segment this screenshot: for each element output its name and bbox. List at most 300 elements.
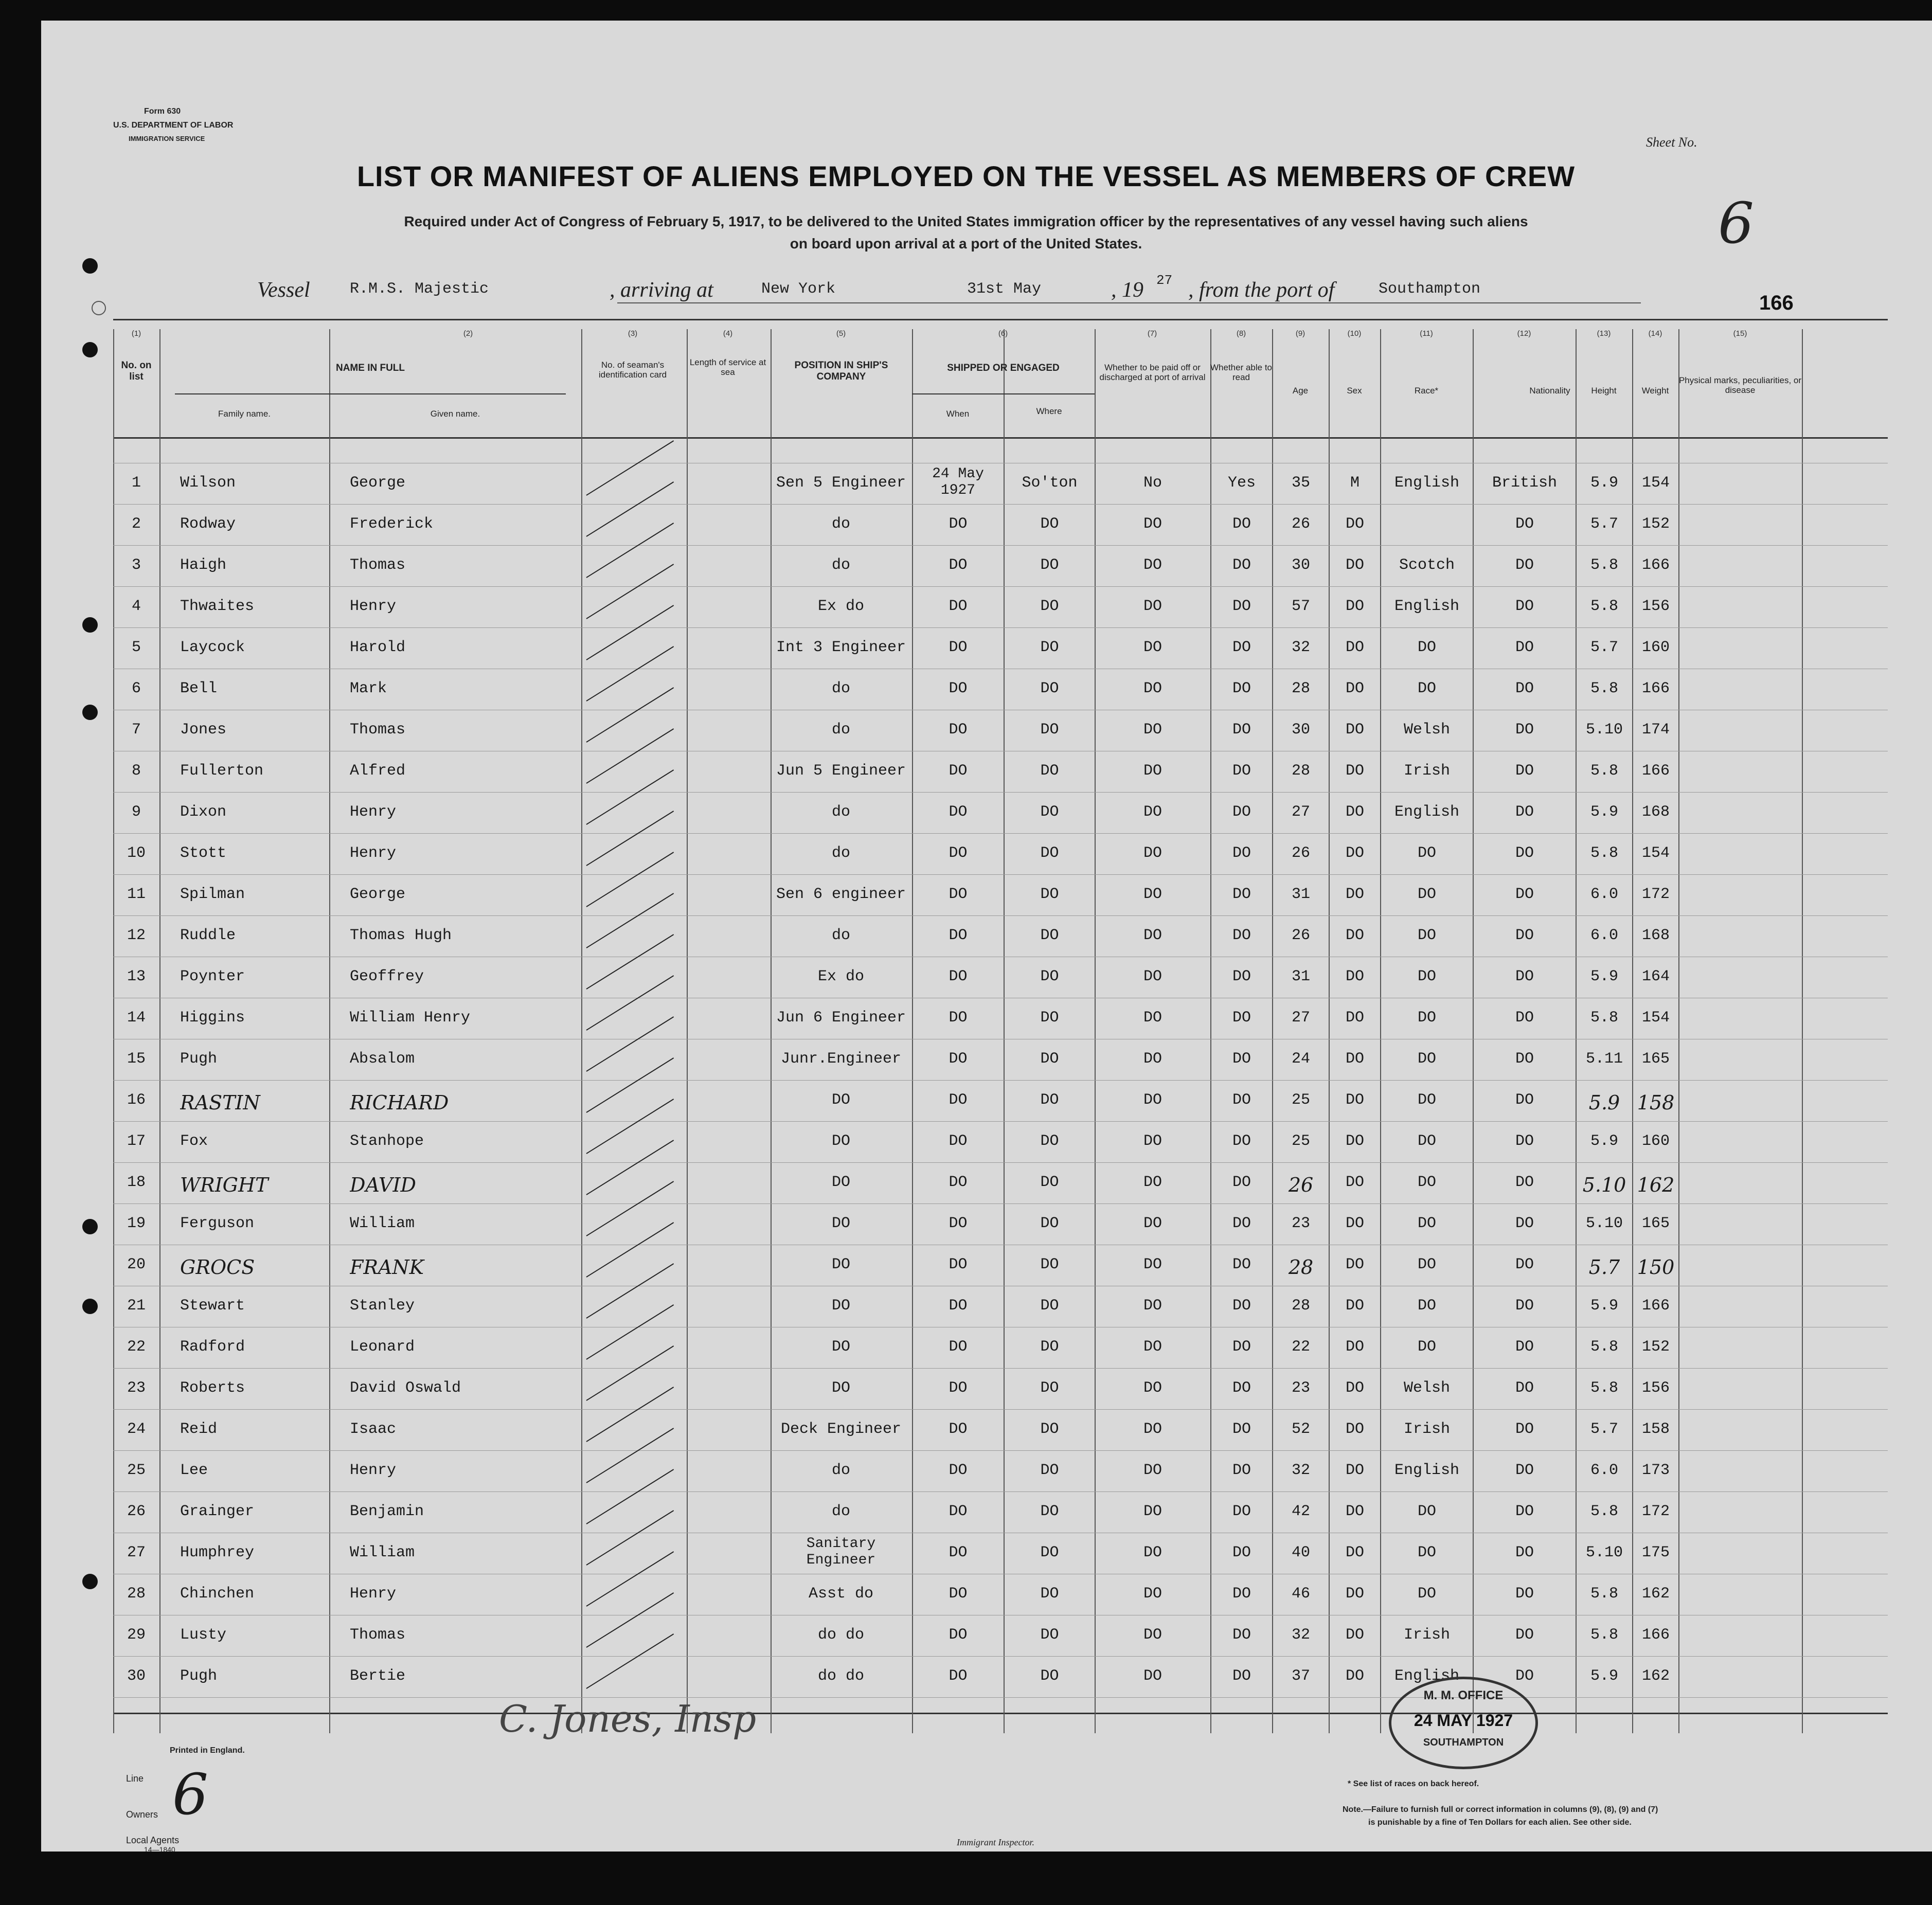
check-mark	[586, 1633, 674, 1689]
row-number: 24	[127, 1421, 146, 1438]
shipped-where: DO	[1040, 1379, 1059, 1397]
shipped-where: DO	[1040, 598, 1059, 615]
race: DO	[1417, 1133, 1436, 1150]
sheet-label: Sheet No.	[1646, 135, 1697, 150]
age: 26	[1291, 927, 1310, 944]
check-mark	[586, 728, 674, 784]
family-name: Thwaites	[180, 598, 255, 615]
height: 5.10	[1585, 1215, 1623, 1232]
shipped-where: DO	[1040, 927, 1059, 944]
race: DO	[1417, 927, 1436, 944]
given-name: Thomas	[350, 556, 406, 574]
family-name: Bell	[180, 680, 218, 697]
family-name: Roberts	[180, 1379, 245, 1397]
row-number: 17	[127, 1133, 146, 1150]
position: DO	[831, 1379, 850, 1397]
races-note: * See list of races on back hereof.	[1348, 1780, 1479, 1788]
nationality: DO	[1515, 762, 1534, 780]
row-number: 26	[127, 1503, 146, 1520]
row-number: 14	[127, 1009, 146, 1027]
shipped-when: DO	[949, 1626, 968, 1644]
race: English	[1394, 1667, 1460, 1685]
stamp-date: 24 MAY 1927	[1414, 1711, 1513, 1730]
weight: 175	[1641, 1544, 1670, 1561]
position: DO	[831, 1174, 850, 1191]
nationality: DO	[1515, 1009, 1534, 1027]
binder-hole	[82, 258, 98, 274]
row-number: 23	[127, 1379, 146, 1397]
given-name: Alfred	[350, 762, 406, 780]
paid-off: DO	[1143, 803, 1162, 821]
family-name: Spilman	[180, 886, 245, 903]
nationality: British	[1492, 474, 1558, 492]
sex: DO	[1345, 1338, 1364, 1356]
column-number: (10)	[1347, 329, 1362, 338]
check-mark	[586, 605, 674, 660]
age: 26	[1288, 1174, 1314, 1196]
able-to-read: DO	[1232, 1174, 1251, 1191]
family-name: Grainger	[180, 1503, 255, 1520]
nationality: DO	[1515, 844, 1534, 862]
given-name: William	[350, 1215, 415, 1232]
sex: DO	[1345, 1544, 1364, 1561]
shipped-when: DO	[949, 968, 968, 985]
age: 25	[1291, 1091, 1310, 1109]
paid-off: DO	[1143, 639, 1162, 656]
row-number: 1	[131, 474, 141, 492]
position: DO	[831, 1133, 850, 1150]
row-number: 18	[127, 1174, 146, 1191]
position: do	[831, 556, 850, 574]
column-number: (2)	[463, 329, 473, 338]
shipped-when: DO	[949, 515, 968, 533]
weight: 174	[1641, 721, 1670, 739]
race: Irish	[1403, 1626, 1450, 1644]
able-to-read: DO	[1232, 556, 1251, 574]
age: 23	[1291, 1215, 1310, 1232]
able-to-read: DO	[1232, 639, 1251, 656]
age: 57	[1291, 598, 1310, 615]
weight: 166	[1641, 680, 1670, 697]
shipped-when: DO	[949, 1338, 968, 1356]
height: 6.0	[1590, 1462, 1618, 1479]
nationality: DO	[1515, 598, 1534, 615]
column-number: (4)	[723, 329, 733, 338]
age: 52	[1291, 1421, 1310, 1438]
arriving-label: , arriving at	[610, 278, 713, 302]
row-number: 22	[127, 1338, 146, 1356]
row-number: 10	[127, 844, 146, 862]
nationality: DO	[1515, 1338, 1534, 1356]
race: English	[1394, 474, 1460, 492]
table-header-border	[113, 437, 1888, 439]
check-mark	[586, 1428, 674, 1483]
given-name: Bertie	[350, 1667, 406, 1685]
column-number: (15)	[1733, 329, 1747, 338]
able-to-read: DO	[1232, 1091, 1251, 1109]
check-mark	[586, 1181, 674, 1236]
weight: 166	[1641, 762, 1670, 780]
shipped-when: DO	[949, 1091, 968, 1109]
weight: 172	[1641, 886, 1670, 903]
age: 40	[1291, 1544, 1310, 1561]
height: 5.11	[1585, 1050, 1623, 1068]
sex: DO	[1345, 1256, 1364, 1273]
family-name: Lusty	[180, 1626, 227, 1644]
shipped-when: DO	[949, 886, 968, 903]
family-name: Dixon	[180, 803, 227, 821]
weight: 150	[1637, 1256, 1675, 1279]
height: 5.9	[1590, 1297, 1618, 1315]
check-mark	[586, 523, 674, 578]
header-paid-off: Whether to be paid off or discharged at port of arrival	[1099, 363, 1206, 382]
shipped-when: DO	[949, 598, 968, 615]
position: do	[831, 721, 850, 739]
family-name: Lee	[180, 1462, 208, 1479]
row-number: 27	[127, 1544, 146, 1561]
row-rule	[113, 1409, 1888, 1410]
shipped-when: DO	[949, 803, 968, 821]
column-number: (1)	[131, 329, 141, 338]
weight: 160	[1641, 1133, 1670, 1150]
shipped-when: 24 May 1927	[932, 466, 984, 498]
family-name: WRIGHT	[180, 1174, 269, 1196]
age: 31	[1291, 886, 1310, 903]
weight: 154	[1641, 474, 1670, 492]
age: 46	[1291, 1585, 1310, 1603]
given-name: David Oswald	[350, 1379, 461, 1397]
family-name: Chinchen	[180, 1585, 255, 1603]
sex: DO	[1345, 721, 1364, 739]
sex: DO	[1345, 1050, 1364, 1068]
column-number: (3)	[628, 329, 638, 338]
row-number: 16	[127, 1091, 146, 1109]
race: DO	[1417, 1009, 1436, 1027]
paid-off: DO	[1143, 1133, 1162, 1150]
able-to-read: DO	[1232, 803, 1251, 821]
check-mark	[586, 1551, 674, 1607]
given-name: Mark	[350, 680, 387, 697]
height: 5.7	[1590, 639, 1618, 656]
given-name: Isaac	[350, 1421, 397, 1438]
check-mark	[586, 1263, 674, 1319]
column-number: (14)	[1648, 329, 1662, 338]
given-name: Henry	[350, 844, 397, 862]
paid-off: DO	[1143, 1297, 1162, 1315]
height: 5.8	[1590, 762, 1618, 780]
age: 42	[1291, 1503, 1310, 1520]
row-number: 25	[127, 1462, 146, 1479]
age: 30	[1291, 556, 1310, 574]
check-mark	[586, 893, 674, 948]
given-name: Henry	[350, 598, 397, 615]
sex: DO	[1345, 1462, 1364, 1479]
given-name: Frederick	[350, 515, 434, 533]
column-number: (8)	[1236, 329, 1246, 338]
age: 28	[1291, 680, 1310, 697]
column-rule	[1576, 329, 1577, 1733]
department: U.S. DEPARTMENT OF LABOR	[113, 121, 234, 130]
shipped-when: DO	[949, 721, 968, 739]
row-number: 9	[131, 803, 141, 821]
paid-off: DO	[1143, 1009, 1162, 1027]
position: do	[831, 1503, 850, 1520]
row-rule	[113, 1697, 1888, 1698]
weight: 158	[1641, 1421, 1670, 1438]
age: 26	[1291, 515, 1310, 533]
position: do	[831, 927, 850, 944]
weight: 164	[1641, 968, 1670, 985]
race: DO	[1417, 844, 1436, 862]
able-to-read: DO	[1232, 1297, 1251, 1315]
shipped-where: DO	[1040, 1009, 1059, 1027]
height: 5.10	[1585, 721, 1623, 739]
position: do do	[817, 1667, 864, 1685]
position: DO	[831, 1215, 850, 1232]
row-rule	[113, 1203, 1888, 1204]
able-to-read: DO	[1232, 1133, 1251, 1150]
check-mark	[586, 1016, 674, 1072]
shipped-when: DO	[949, 639, 968, 656]
sex: DO	[1345, 844, 1364, 862]
position: do	[831, 803, 850, 821]
weight: 162	[1637, 1174, 1675, 1196]
shipped-when: DO	[949, 1421, 968, 1438]
shipped-where: DO	[1040, 762, 1059, 780]
row-rule	[113, 1368, 1888, 1369]
sex: DO	[1345, 680, 1364, 697]
sex: DO	[1345, 639, 1364, 656]
able-to-read: DO	[1232, 1338, 1251, 1356]
height: 5.9	[1590, 968, 1618, 985]
weight: 160	[1641, 639, 1670, 656]
shipped-when: DO	[949, 762, 968, 780]
age: 32	[1291, 639, 1310, 656]
family-name: Rodway	[180, 515, 236, 533]
race: DO	[1417, 1297, 1436, 1315]
able-to-read: DO	[1232, 515, 1251, 533]
sex: M	[1350, 474, 1359, 492]
given-name: Harold	[350, 639, 406, 656]
check-mark	[586, 811, 674, 866]
row-number: 30	[127, 1667, 146, 1685]
row-rule	[113, 915, 1888, 916]
sex: DO	[1345, 1133, 1364, 1150]
weight: 156	[1641, 1379, 1670, 1397]
sex: DO	[1345, 927, 1364, 944]
height: 5.10	[1582, 1174, 1626, 1196]
paid-off: DO	[1143, 1626, 1162, 1644]
vessel-label: Vessel	[257, 278, 310, 302]
shipped-when: DO	[949, 1256, 968, 1273]
from-port: Southampton	[1379, 280, 1481, 298]
height: 5.8	[1590, 1585, 1618, 1603]
shipped-when: DO	[949, 1667, 968, 1685]
able-to-read: DO	[1232, 1503, 1251, 1520]
weight: 162	[1641, 1667, 1670, 1685]
check-mark	[586, 1099, 674, 1154]
given-name: Stanhope	[350, 1133, 424, 1150]
sex: DO	[1345, 1503, 1364, 1520]
sex: DO	[1345, 515, 1364, 533]
nationality: DO	[1515, 1174, 1534, 1191]
nationality: DO	[1515, 1421, 1534, 1438]
header-given-name: Given name.	[430, 409, 480, 419]
row-rule	[113, 1491, 1888, 1492]
header-height: Height	[1591, 386, 1617, 396]
paid-off: DO	[1143, 886, 1162, 903]
row-rule	[113, 874, 1888, 875]
column-rule	[113, 329, 114, 1733]
owners-label: Owners	[126, 1809, 158, 1820]
race: English	[1394, 1462, 1460, 1479]
sex: DO	[1345, 556, 1364, 574]
from-port-label: , from the port of	[1188, 278, 1335, 302]
arriving-port: New York	[761, 280, 836, 298]
weight: 166	[1641, 1626, 1670, 1644]
service: IMMIGRATION SERVICE	[129, 135, 205, 142]
able-to-read: DO	[1232, 968, 1251, 985]
race: DO	[1417, 1338, 1436, 1356]
position: Jun 6 Engineer	[776, 1009, 906, 1027]
printed-in: Printed in England.	[170, 1746, 245, 1755]
paid-off: DO	[1143, 1544, 1162, 1561]
shipped-when: DO	[949, 1462, 968, 1479]
header-race: Race*	[1414, 386, 1439, 396]
race: DO	[1417, 1503, 1436, 1520]
row-rule	[113, 586, 1888, 587]
binder-hole	[82, 705, 98, 720]
requirement-line-2: on board upon arrival at a port of the United States.	[790, 236, 1142, 251]
shipped-where: DO	[1040, 680, 1059, 697]
position: do	[831, 1462, 850, 1479]
nationality: DO	[1515, 968, 1534, 985]
shipped-where: DO	[1040, 1544, 1059, 1561]
column-number: (11)	[1420, 329, 1433, 338]
height: 5.9	[1590, 1667, 1618, 1685]
given-name: RICHARD	[350, 1091, 449, 1114]
paid-off: DO	[1143, 1585, 1162, 1603]
row-number: 19	[127, 1215, 146, 1232]
binder-hole	[82, 1299, 98, 1314]
family-name: Reid	[180, 1421, 218, 1438]
height: 5.8	[1590, 1626, 1618, 1644]
check-mark	[586, 481, 674, 537]
shipped-when: DO	[949, 1544, 968, 1561]
height: 5.8	[1590, 680, 1618, 697]
position: Sen 6 engineer	[776, 886, 906, 903]
age: 32	[1291, 1462, 1310, 1479]
check-mark	[586, 934, 674, 990]
shipped-where: DO	[1040, 1626, 1059, 1644]
height: 5.8	[1590, 598, 1618, 615]
position: Junr.Engineer	[780, 1050, 902, 1068]
family-name: Fox	[180, 1133, 208, 1150]
nationality: DO	[1515, 1585, 1534, 1603]
check-mark	[586, 687, 674, 743]
column-rule	[581, 329, 582, 1733]
nationality: DO	[1515, 1544, 1534, 1561]
nationality: DO	[1515, 1133, 1534, 1150]
sex: DO	[1345, 1379, 1364, 1397]
nationality: DO	[1515, 1256, 1534, 1273]
given-name: Thomas	[350, 721, 406, 739]
check-mark	[586, 852, 674, 907]
column-rule	[912, 329, 913, 1733]
nationality: DO	[1515, 803, 1534, 821]
family-name: Fullerton	[180, 762, 264, 780]
able-to-read: DO	[1232, 1462, 1251, 1479]
year-suffix: 27	[1156, 273, 1173, 288]
shipped-where: DO	[1040, 556, 1059, 574]
able-to-read: DO	[1232, 1421, 1251, 1438]
weight: 152	[1641, 515, 1670, 533]
family-name: Pugh	[180, 1667, 218, 1685]
header-name-in-full: NAME IN FULL	[335, 363, 405, 373]
inspector-signature: C. Jones, Insp	[499, 1697, 757, 1740]
owners-value: 6	[172, 1762, 208, 1827]
paid-off: DO	[1143, 1462, 1162, 1479]
shipped-where: DO	[1040, 1091, 1059, 1109]
position: Sen 5 Engineer	[776, 474, 906, 492]
race: DO	[1417, 1174, 1436, 1191]
given-name: Geoffrey	[350, 968, 424, 985]
race: DO	[1417, 639, 1436, 656]
manifest-sheet	[41, 21, 1932, 1852]
header-where: Where	[1036, 406, 1062, 416]
row-number: 29	[127, 1626, 146, 1644]
arrival-date: 31st May	[967, 280, 1042, 298]
check-mark	[586, 1387, 674, 1442]
shipped-where: DO	[1040, 1462, 1059, 1479]
weight: 166	[1641, 1297, 1670, 1315]
row-number: 2	[131, 515, 141, 533]
shipped-where: DO	[1040, 803, 1059, 821]
row-rule	[113, 545, 1888, 546]
row-rule	[113, 792, 1888, 793]
check-mark	[586, 440, 674, 496]
column-rule	[1004, 329, 1005, 1733]
family-name: GROCS	[180, 1256, 255, 1279]
sex: DO	[1345, 886, 1364, 903]
weight: 168	[1641, 803, 1670, 821]
line-label: Line	[126, 1773, 144, 1784]
weight: 158	[1637, 1091, 1675, 1114]
check-mark	[586, 1222, 674, 1278]
age: 32	[1291, 1626, 1310, 1644]
family-name: Ferguson	[180, 1215, 255, 1232]
row-number: 7	[131, 721, 141, 739]
column-rule	[159, 329, 160, 1733]
shipped-where: DO	[1040, 1503, 1059, 1520]
header-family-name: Family name.	[218, 409, 271, 419]
nationality: DO	[1515, 886, 1534, 903]
family-name: Stewart	[180, 1297, 245, 1315]
shipped-when: DO	[949, 1050, 968, 1068]
age: 30	[1291, 721, 1310, 739]
header-nationality: Nationality	[1529, 386, 1570, 396]
paid-off: DO	[1143, 721, 1162, 739]
check-mark	[586, 1469, 674, 1524]
weight: 172	[1641, 1503, 1670, 1520]
able-to-read: DO	[1232, 927, 1251, 944]
race: DO	[1417, 1585, 1436, 1603]
position: Deck Engineer	[780, 1421, 902, 1438]
family-name: Laycock	[180, 639, 245, 656]
paid-off: DO	[1143, 680, 1162, 697]
name-divider	[175, 393, 566, 394]
given-name: Henry	[350, 1585, 397, 1603]
